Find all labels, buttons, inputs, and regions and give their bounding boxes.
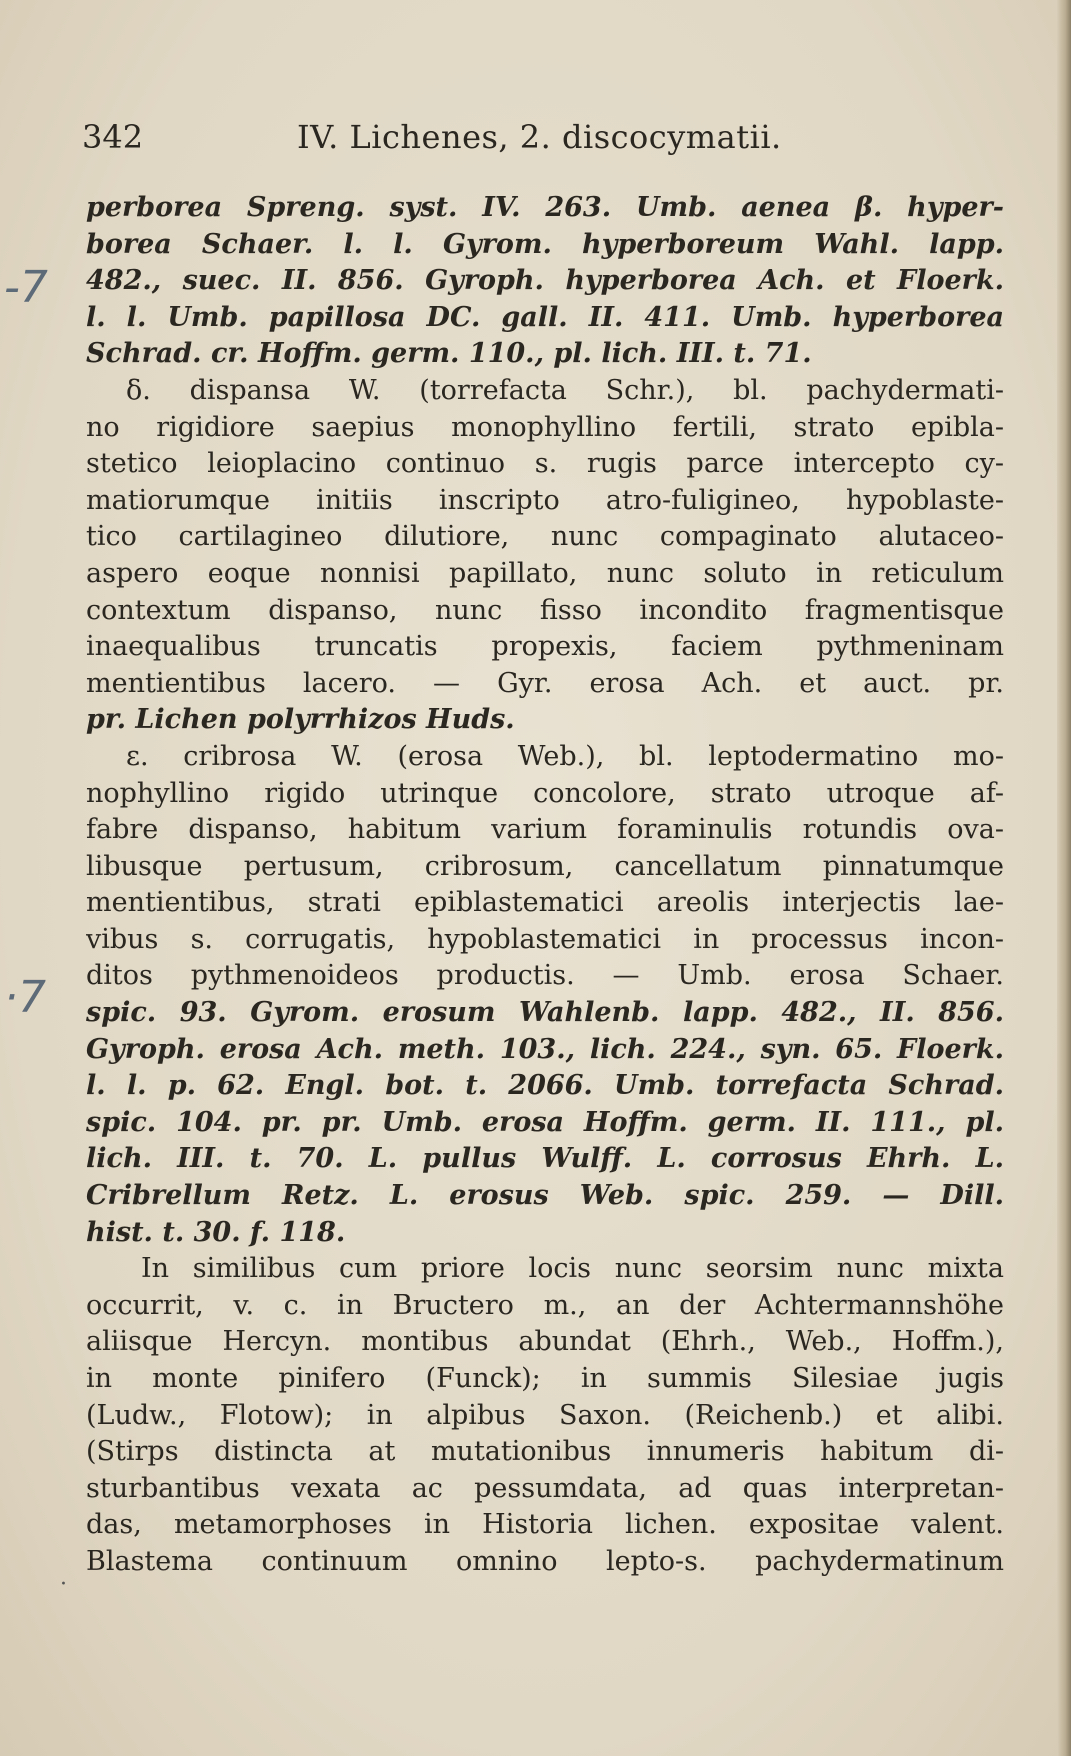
text-line: Cribrellum Retz. L. erosus Web. spic. 259. — Dill. bbox=[86, 1180, 1004, 1212]
text-line: no rigidiore saepius monophyllino fertili, strato epibla- bbox=[86, 411, 1004, 443]
margin-note: ·7 bbox=[4, 972, 46, 1023]
text-line: In similibus cum priore locis nunc seorsim nunc mixta bbox=[141, 1253, 1004, 1285]
text-line: nophyllino rigido utrinque concolore, strato utroque af- bbox=[86, 777, 1004, 809]
text-line: tico cartilagineo dilutiore, nunc compaginato alutaceo- bbox=[86, 521, 1004, 553]
text-line: Schrad. cr. Hoffm. germ. 110., pl. lich. III. t. 71. bbox=[86, 338, 812, 370]
text-line: pr. Lichen polyrrhizos Huds. bbox=[86, 704, 515, 736]
text-line: lich. III. t. 70. L. pullus Wulff. L. corrosus Ehrh. L. bbox=[86, 1143, 1004, 1175]
margin-dot: · bbox=[60, 1572, 67, 1597]
margin-note: -7 bbox=[4, 262, 48, 313]
text-line: occurrit, v. c. in Bructero m., an der Achtermannshöhe bbox=[86, 1289, 1004, 1321]
text-line: stetico leioplacino continuo s. rugis parce intercepto cy- bbox=[86, 448, 1004, 480]
page-number: 342 bbox=[82, 118, 144, 156]
text-line: ditos pythmenoideos productis. — Umb. erosa Schaer. bbox=[86, 960, 1004, 992]
page-header bbox=[82, 118, 997, 162]
text-line: spic. 104. pr. pr. Umb. erosa Hoffm. germ. II. 111., pl. bbox=[86, 1106, 1004, 1138]
text-line: inaequalibus truncatis propexis, faciem pythmeninam bbox=[86, 631, 1004, 663]
text-line: vibus s. corrugatis, hypoblastematici in processus incon- bbox=[86, 923, 1004, 955]
running-head: IV. Lichenes, 2. discocymatii. bbox=[297, 118, 782, 156]
text-line: borea Schaer. l. l. Gyrom. hyperboreum Wahl. lapp. bbox=[86, 228, 1004, 260]
text-line: aspero eoque nonnisi papillato, nunc soluto in reticulum bbox=[86, 557, 1004, 589]
text-line: sturbantibus vexata ac pessumdata, ad quas interpretan- bbox=[86, 1472, 1004, 1504]
text-line: (Ludw., Flotow); in alpibus Saxon. (Reichenb.) et alibi. bbox=[86, 1399, 1004, 1431]
page-edge bbox=[1057, 0, 1071, 1756]
text-line: l. l. p. 62. Engl. bot. t. 2066. Umb. torrefacta Schrad. bbox=[86, 1070, 1004, 1102]
text-line: spic. 93. Gyrom. erosum Wahlenb. lapp. 482., II. 856. bbox=[86, 997, 1004, 1029]
text-line: δ. dispansa W. (torrefacta Schr.), bl. pachydermati- bbox=[126, 374, 1004, 406]
text-line: libusque pertusum, cribrosum, cancellatum pinnatumque bbox=[86, 850, 1004, 882]
text-line: fabre dispanso, habitum varium foraminulis rotundis ova- bbox=[86, 814, 1004, 846]
text-line: das, metamorphoses in Historia lichen. expositae valent. bbox=[86, 1509, 1004, 1541]
text-line: Gyroph. erosa Ach. meth. 103., lich. 224., syn. 65. Floerk. bbox=[86, 1033, 1004, 1065]
text-line: mentientibus, strati epiblastematici areolis interjectis lae- bbox=[86, 887, 1004, 919]
text-line: matiorumque initiis inscripto atro-fuligineo, hypoblaste- bbox=[86, 484, 1004, 516]
text-line: aliisque Hercyn. montibus abundat (Ehrh., Web., Hoffm.), bbox=[86, 1326, 1004, 1358]
text-line: hist. t. 30. f. 118. bbox=[86, 1216, 346, 1248]
text-line: ε. cribrosa W. (erosa Web.), bl. leptodermatino mo- bbox=[126, 740, 1004, 772]
text-line: l. l. Umb. papillosa DC. gall. II. 411. Umb. hyperborea bbox=[86, 301, 1004, 333]
body-text bbox=[86, 190, 1004, 1581]
text-line: contextum dispanso, nunc fisso incondito fragmentisque bbox=[86, 594, 1004, 626]
text-line: in monte pinifero (Funck); in summis Silesiae jugis bbox=[86, 1363, 1004, 1394]
text-line: mentientibus lacero. — Gyr. erosa Ach. et auct. pr. bbox=[86, 667, 1004, 699]
text-line: perborea Spreng. syst. IV. 263. Umb. aenea β. hyper- bbox=[86, 192, 1004, 223]
text-line: 482., suec. II. 856. Gyroph. hyperborea Ach. et Floerk. bbox=[86, 265, 1004, 297]
text-line: (Stirps distincta at mutationibus innumeris habitum di- bbox=[86, 1436, 1004, 1468]
text-line: Blastema continuum omnino lepto-s. pachydermatinum bbox=[86, 1545, 1004, 1577]
